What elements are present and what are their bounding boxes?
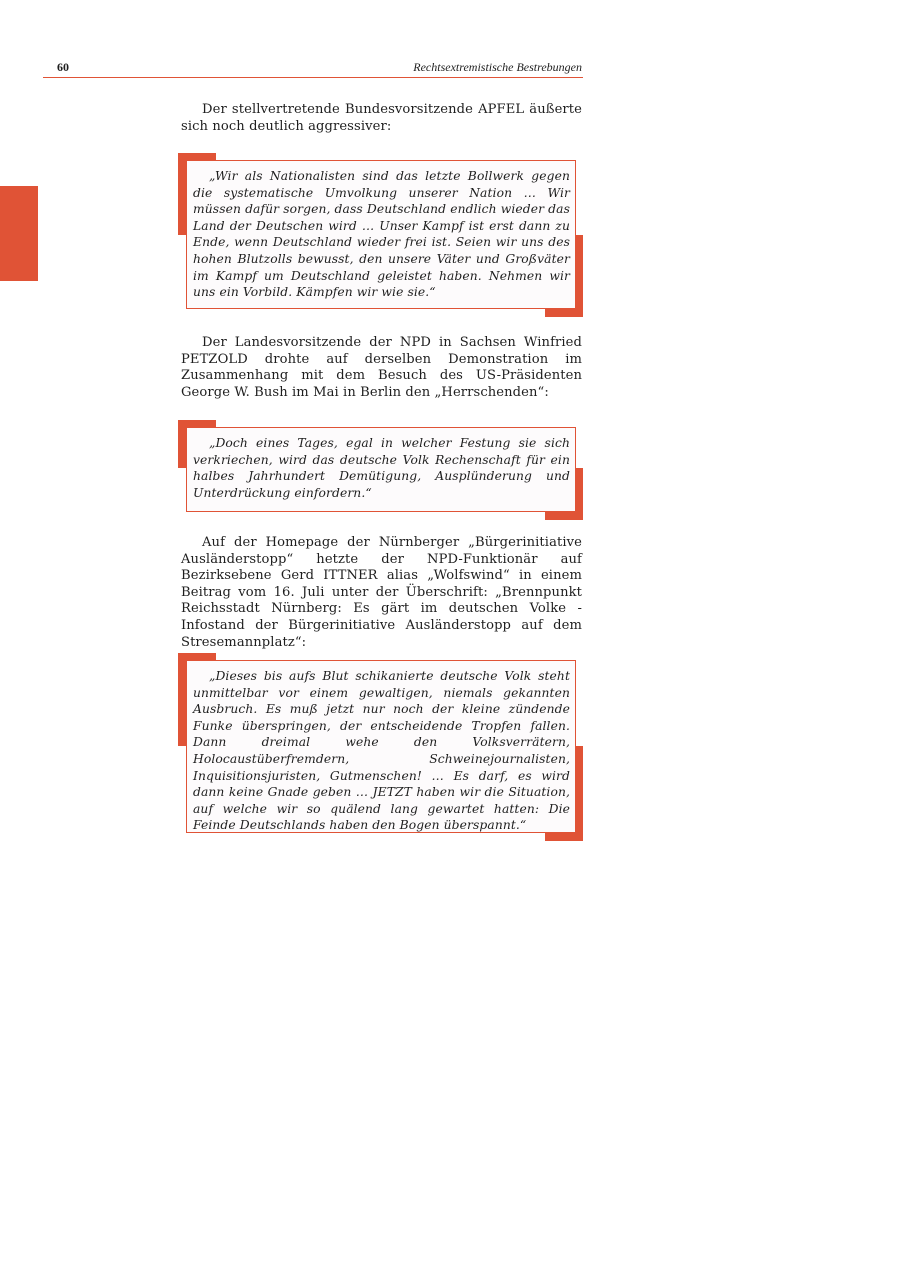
- quote-box: [186, 427, 576, 512]
- page-number: 60: [57, 60, 69, 74]
- quote-text-1: „Wir als Nationalisten sind das letzte Bollwerk gegen die systematische Umvolkung unserer Nation … Wir müssen dafür sorgen, dass Deutschland endlich wieder das Land der Deutschen wird … Unser Kampf ist erst dann zu Ende, wenn Deutschland wieder frei ist. Seien wir uns des hohen Blutzolls bewusst, den unsere Väter und Großväter im Kampf um Deutschland geleistet haben. Nehmen wir uns ein Vorbild. Kämpfen wir wie sie.“: [193, 169, 570, 300]
- body-paragraph-3: Auf der Homepage der Nürnberger „Bürgerinitiative Ausländerstopp“ hetzte der NPD-Funktionär auf Bezirksebene Gerd ITTNER alias „Wolfswind“ in einem Beitrag vom 16. Juli unter der Überschrift: „Brennpunkt Reichsstadt Nürnberg: Es gärt im deutschen Volke - Infostand der Bürgerinitiative Ausländerstopp auf dem Stresemannplatz“:: [181, 535, 582, 650]
- quote-text-3: „Dieses bis aufs Blut schikanierte deutsche Volk steht unmittelbar vor einem gewaltigen, niemals gekannten Ausbruch. Es muß jetzt nur noch der kleine zündende Funke überspringen, der entscheidende Tropfen fallen. Dann dreimal wehe den Volksverrätern, Holocaustüberfremdern, Schweinejournalisten, Inquisitionsjuristen, Gutmenschen! … Es darf, es wird dann keine Gnade geben … JETZT haben wir die Situation, auf welche wir so quälend lang gewartet hatten: Die Feinde Deutschlands haben den Bogen überspannt.“: [193, 669, 570, 833]
- quote-block-2: [178, 420, 583, 520]
- quote-text-2: „Doch eines Tages, egal in welcher Festung sie sich verkriechen, wird das deutsche Volk Rechenschaft für ein halbes Jahrhundert Demütigung, Ausplünderung und Unterdrückung einfordern.“: [193, 436, 570, 500]
- quote-block-3: [178, 653, 583, 841]
- quote-box: [186, 160, 576, 309]
- running-header-title: Rechtsextremistische Bestrebungen: [413, 60, 582, 74]
- quote-box: [186, 660, 576, 833]
- chapter-side-tab: [0, 186, 38, 281]
- body-paragraph-2: Der Landesvorsitzende der NPD in Sachsen Winfried PETZOLD drohte auf derselben Demonstration im Zusammenhang mit dem Besuch des US-Präsidenten George W. Bush im Mai in Berlin den „Herrschenden“:: [181, 335, 582, 400]
- body-paragraph-1: Der stellvertretende Bundesvorsitzende APFEL äußerte sich noch deutlich aggressiver:: [181, 102, 582, 134]
- quote-block-1: [178, 153, 583, 317]
- header-rule: [43, 77, 583, 78]
